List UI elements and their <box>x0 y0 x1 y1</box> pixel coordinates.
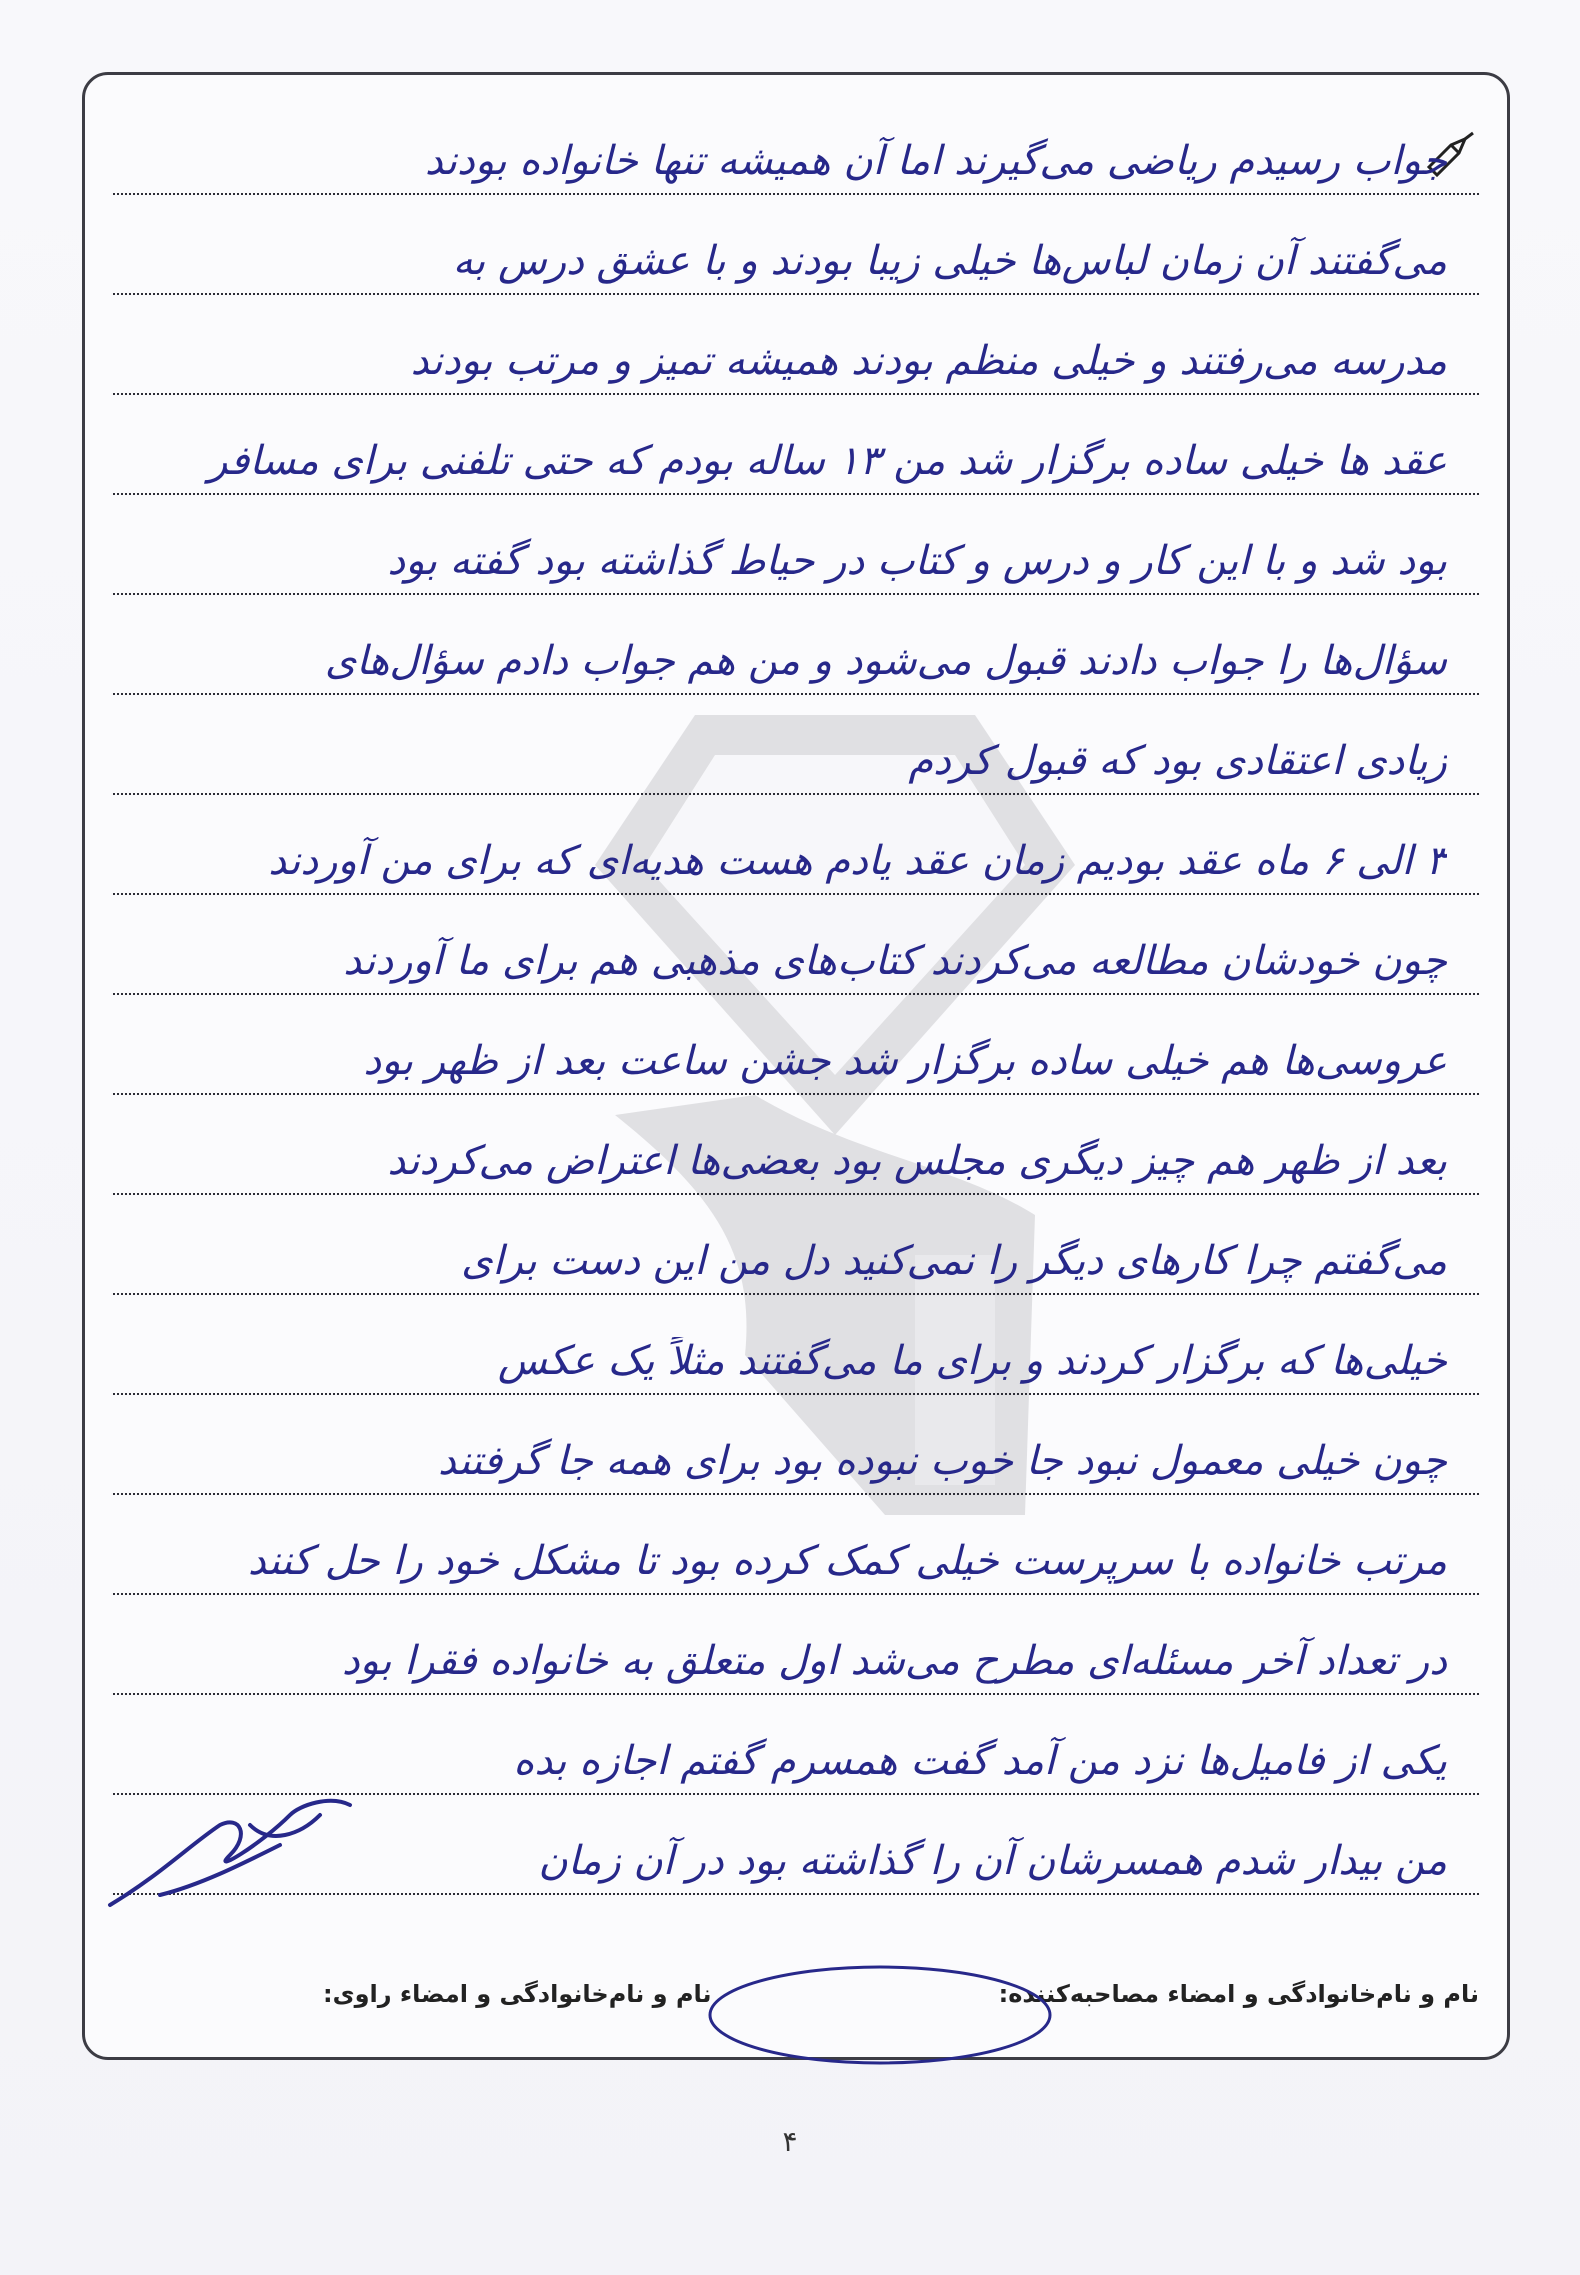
text-line: خیلی‌ها که برگزار کردند و برای ما می‌گفتند مثلاً یک عکس <box>113 1295 1479 1395</box>
text-line: چون خودشان مطالعه می‌کردند کتاب‌های مذهبی هم برای ما آوردند <box>113 895 1479 995</box>
text-line: سؤال‌ها را جواب دادند قبول می‌شود و من هم جواب دادم سؤال‌های <box>113 595 1479 695</box>
handwritten-body <box>85 75 1507 2057</box>
text-line: عقد ها خیلی ساده برگزار شد من ۱۳ ساله بودم که حتی تلفنی برای مسافر <box>113 395 1479 495</box>
text-line: مدرسه می‌رفتند و خیلی منظم بودند همیشه تمیز و مرتب بودند <box>113 295 1479 395</box>
text-line: بود شد و با این کار و درس و کتاب در حیاط گذاشته بود گفته بود <box>113 495 1479 595</box>
text-line: ۳ الی ۶ ماه عقد بودیم زمان عقد یادم هست هدیه‌ای که برای من آوردند <box>113 795 1479 895</box>
text-line: مرتب خانواده با سرپرست خیلی کمک کرده بود تا مشکل خود را حل کنند <box>113 1495 1479 1595</box>
page-number: ۴ <box>782 2125 798 2158</box>
text-line: در تعداد آخر مسئله‌ای مطرح می‌شد اول متعلق به خانواده فقرا بود <box>113 1595 1479 1695</box>
handwritten-signature <box>100 1785 360 1925</box>
interviewer-signature-label: نام و نام‌خانوادگی و امضاء مصاحبه‌کننده: <box>998 1980 1479 2008</box>
page-frame <box>82 72 1510 2060</box>
text-line: بعد از ظهر هم چیز دیگری مجلس بود بعضی‌ها اعتراض می‌کردند <box>113 1095 1479 1195</box>
text-line: یکی از فامیل‌ها نزد من آمد گفت همسرم گفتم اجازه بده <box>113 1695 1479 1795</box>
text-line: من بیدار شدم همسرشان آن را گذاشته بود در آن زمان <box>113 1795 1479 1895</box>
text-line: زیادی اعتقادی بود که قبول کردم <box>113 695 1479 795</box>
text-line: می‌گفتند آن زمان لباس‌ها خیلی زیبا بودند و با عشق درس به <box>113 195 1479 295</box>
narrator-signature-label: نام و نام‌خانوادگی و امضاء راوی: <box>323 1980 712 2008</box>
signature-oval-stroke <box>700 1960 1060 2070</box>
text-line: می‌گفتم چرا کارهای دیگر را نمی‌کنید دل من این دست برای <box>113 1195 1479 1295</box>
text-line: عروسی‌ها هم خیلی ساده برگزار شد جشن ساعت بعد از ظهر بود <box>113 995 1479 1095</box>
text-line: چون خیلی معمول نبود جا خوب نبوده بود برای همه جا گرفتند <box>113 1395 1479 1495</box>
text-line: جواب رسیدم ریاضی می‌گیرند اما آن همیشه تنها خانواده بودند <box>113 95 1479 195</box>
